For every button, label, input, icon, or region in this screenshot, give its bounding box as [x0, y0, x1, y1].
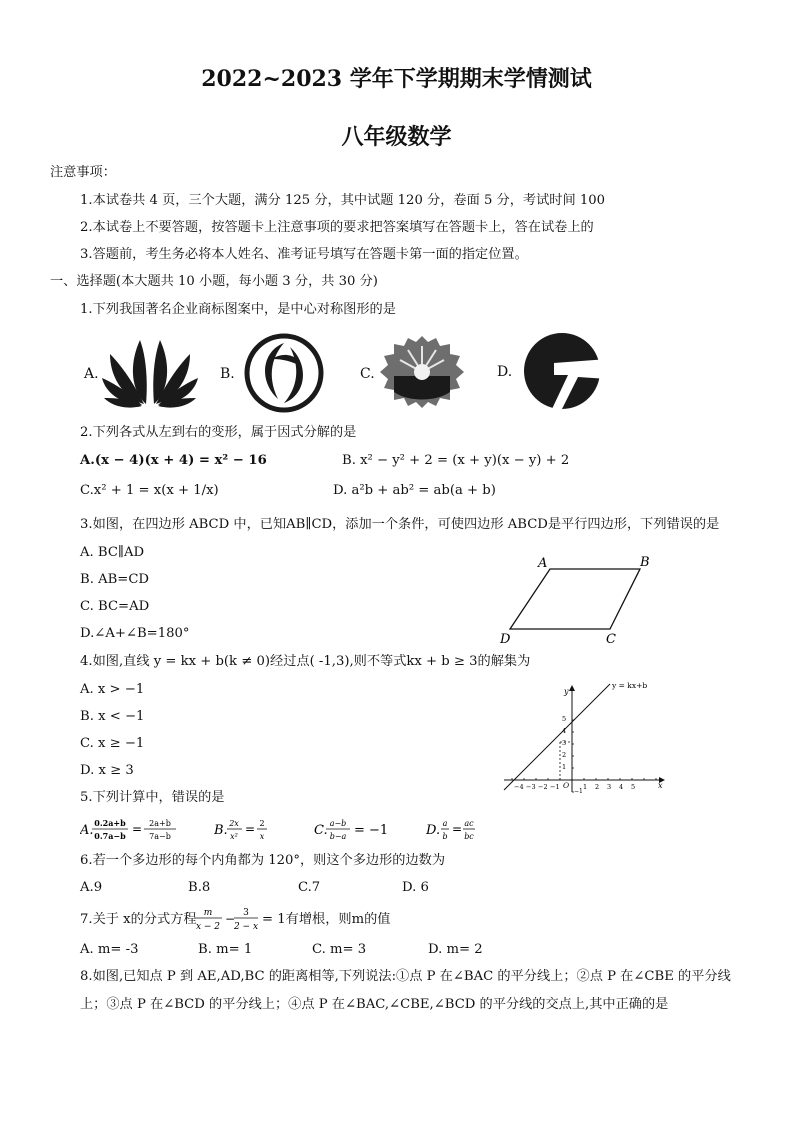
q6-option-c: C.7: [298, 880, 321, 895]
q3-option-a: A. BC∥AD: [80, 545, 145, 560]
question-6-stem: 6.若一个多边形的每个内角都为 120°，则这个多边形的边数为: [80, 853, 446, 868]
graph-y-tick: 3: [562, 739, 567, 747]
q7-option-d: D. m= 2: [428, 942, 483, 957]
graph-x-tick: 2: [595, 783, 600, 791]
q3-option-c: C. BC=AD: [80, 599, 150, 614]
svg-text:−: −: [225, 912, 236, 926]
exam-subtitle: 八年级数学: [341, 124, 452, 150]
vertex-a-label: A: [538, 556, 548, 571]
graph-x-tick: −3: [526, 783, 536, 791]
q3-option-b: B. AB=CD: [80, 572, 150, 587]
q7-option-a: A. m= -3: [80, 942, 139, 957]
graph-x-tick: −1: [550, 783, 560, 791]
q6-option-b: B.8: [188, 880, 211, 895]
graph-x-tick: 1: [583, 783, 588, 791]
graph-y-tick: 1: [562, 763, 567, 771]
notes-heading: 注意事项：: [50, 165, 116, 180]
q1-option-b-label: B.: [220, 366, 235, 382]
scalloped-logo-icon: [380, 332, 464, 412]
svg-text:=: =: [132, 822, 143, 836]
svg-text:x − 2: x − 2: [195, 922, 221, 932]
q1-option-d-label: D.: [497, 364, 513, 380]
svg-text:7a−b: 7a−b: [149, 832, 171, 841]
svg-text:2x: 2x: [229, 819, 239, 828]
svg-text:ac: ac: [464, 819, 474, 828]
question-7-stem-end: = 1有增根，则m的值: [262, 912, 391, 927]
svg-text:0.7a−b: 0.7a−b: [94, 831, 126, 841]
svg-text:A.: A.: [80, 823, 94, 838]
question-3-stem: 3.如图，在四边形 ABCD 中，已知AB∥CD，添加一个条件，可使四边形 ABCD是平行四边形，下列错误的是: [80, 517, 720, 532]
svg-text:C.: C.: [314, 823, 328, 838]
q4-option-c: C. x ≥ −1: [80, 736, 145, 751]
graph-y-axis-label: y: [564, 687, 569, 696]
q4-option-b: B. x < −1: [80, 709, 145, 724]
q1-option-a-label: A.: [84, 366, 99, 382]
graph-x-tick: 5: [631, 783, 636, 791]
q7-option-b: B. m= 1: [198, 942, 253, 957]
svg-text:2a+b: 2a+b: [149, 819, 171, 828]
svg-text:a−b: a−b: [329, 819, 347, 828]
q5-option-a: [80, 816, 200, 846]
question-2-stem: 2.下列各式从左到右的变形，属于因式分解的是: [80, 425, 357, 440]
svg-text:B.: B.: [214, 823, 228, 838]
note-item: 1.本试卷共 4 页，三个大题，满分 125 分，其中试题 120 分，卷面 5 分，考试时间 100: [80, 193, 606, 208]
svg-text:=: =: [452, 822, 463, 836]
q6-option-a: A.9: [80, 880, 103, 895]
question-1-stem: 1.下列我国著名企业商标图案中，是中心对称图形的是: [80, 302, 396, 317]
q4-option-d: D. x ≥ 3: [80, 763, 134, 778]
q4-option-a: A. x > −1: [80, 682, 145, 697]
exam-title: 2022~2023 学年下学期期末学情测试: [201, 66, 592, 92]
graph-x-axis-label: x: [658, 781, 663, 790]
graph-x-tick: 3: [607, 783, 612, 791]
q5-option-c: [314, 816, 414, 846]
graph-y-tick: 5: [562, 715, 567, 723]
section-heading: 一、选择题(本大题共 10 小题，每小题 3 分，共 30 分): [50, 274, 378, 289]
vertex-d-label: D: [500, 632, 511, 647]
q2-option-d: D. a²b + ab² = ab(a + b): [333, 483, 496, 498]
q2-option-a: A.(x − 4)(x + 4) = x² − 16: [80, 453, 267, 468]
svg-text:x: x: [259, 832, 265, 841]
ring-logo-icon: [244, 333, 324, 413]
question-7-stem: 7.关于 x的分式方程: [80, 912, 197, 927]
graph-origin-label: O: [563, 781, 570, 790]
svg-text:a: a: [442, 819, 448, 828]
petal-logo-icon: [102, 336, 198, 408]
question-4-stem: 4.如图,直线 y = kx + b(k ≠ 0)经过点( -1,3),则不等式kx + b ≥ 3的解集为: [80, 654, 531, 669]
svg-text:3: 3: [243, 908, 249, 918]
svg-text:x²: x²: [230, 832, 238, 841]
q1-option-c-label: C.: [360, 366, 375, 382]
q5-option-b: [214, 816, 284, 846]
svg-text:D.: D.: [426, 823, 441, 838]
svg-text:=: =: [245, 822, 256, 836]
note-item: 3.答题前，考生务必将本人姓名、准考证号填写在答题卡第一面的指定位置。: [80, 247, 528, 262]
vertex-b-label: B: [640, 555, 650, 570]
note-item: 2.本试卷上不要答题，按答题卡上注意事项的要求把答案填写在答题卡上，答在试卷上的: [80, 220, 594, 235]
circle-notch-logo-icon: [518, 331, 608, 411]
graph-line-label: y = kx+b: [612, 681, 648, 690]
linear-graph-figure: [498, 676, 670, 794]
parallelogram-figure: [494, 553, 664, 647]
q3-option-d: D.∠A+∠B=180°: [80, 626, 190, 641]
q7-equation-fractions: [188, 904, 260, 938]
svg-text:b: b: [442, 832, 448, 841]
svg-text:b−a: b−a: [329, 832, 347, 841]
q5-option-d: [426, 816, 496, 846]
svg-text:m: m: [203, 908, 213, 918]
question-5-stem: 5.下列计算中，错误的是: [80, 790, 225, 805]
graph-x-tick: −4: [514, 783, 524, 791]
svg-text:bc: bc: [464, 832, 474, 841]
graph-y-tick: 2: [562, 751, 567, 759]
graph-x-tick: −2: [538, 783, 548, 791]
svg-text:= −1: = −1: [354, 823, 389, 838]
graph-y-tick: 4: [562, 727, 567, 735]
question-8-stem-cont: 上；③点 P 在∠BCD 的平分线上；④点 P 在∠BAC,∠CBE,∠BCD 的平分线的交点上,其中正确的是: [80, 997, 669, 1012]
svg-text:0.2a+b: 0.2a+b: [94, 818, 126, 828]
graph-y-tick: −1: [574, 788, 583, 794]
q2-option-c: C.x² + 1 = x(x + 1/x): [80, 483, 219, 498]
svg-text:2 − x: 2 − x: [233, 922, 259, 932]
svg-text:2: 2: [259, 819, 265, 828]
q2-option-b: B. x² − y² + 2 = (x + y)(x − y) + 2: [342, 453, 570, 468]
q6-option-d: D. 6: [402, 880, 429, 895]
vertex-c-label: C: [606, 632, 616, 647]
graph-x-tick: 4: [619, 783, 624, 791]
q7-option-c: C. m= 3: [312, 942, 367, 957]
question-8-stem: 8.如图,已知点 P 到 AE,AD,BC 的距离相等,下列说法:①点 P 在∠BAC 的平分线上；②点 P 在∠CBE 的平分线: [80, 969, 731, 984]
